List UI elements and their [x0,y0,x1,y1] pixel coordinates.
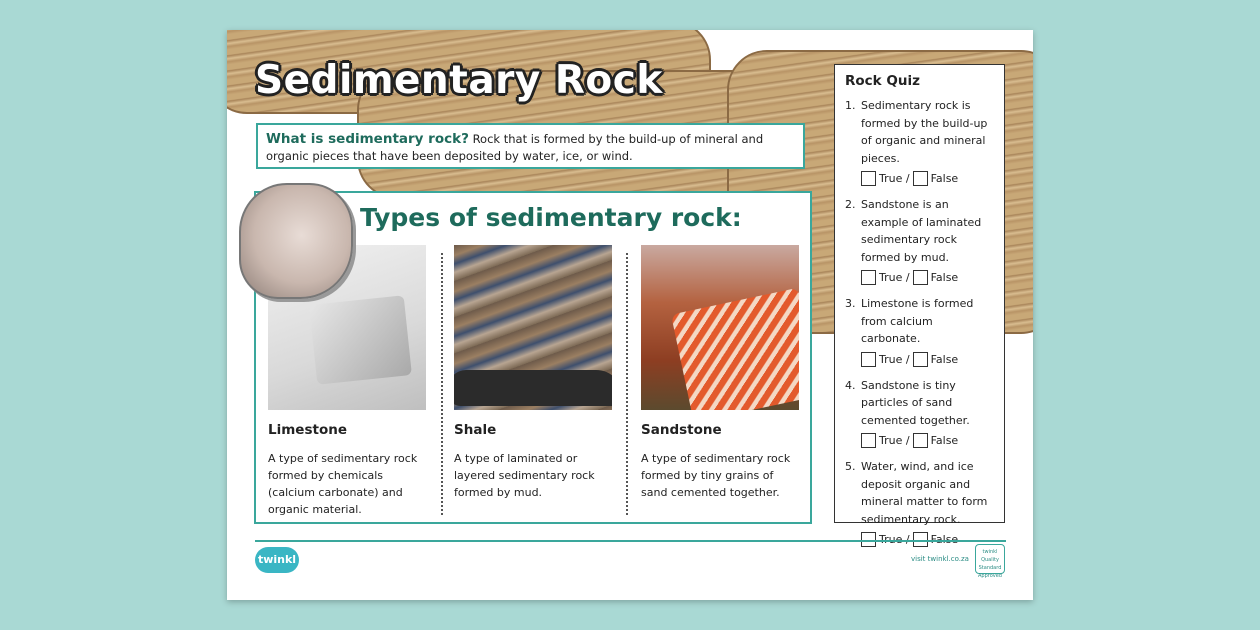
quiz-question-2 [845,196,994,285]
quiz-question-5 [845,458,994,547]
false-label: False [930,271,959,284]
sandstone-slab [671,288,799,410]
rock-name: Shale [454,422,497,438]
intro-answer: Rock that is formed by the build-up of mineral and organic pieces that have been deposited by water, ice, or wind. [266,132,764,163]
intro-question: What is sedimentary rock? [266,131,469,147]
quiz-text: Sandstone is an example of laminated sedimentary rock formed by mud. [861,198,982,264]
visit-link[interactable]: visit twinkl.co.za [911,555,969,563]
rock-description: A type of laminated or layered sedimentary rock formed by mud. [454,452,595,499]
false-label: False [930,533,959,546]
true-label: True / [879,434,910,447]
footer-divider [255,540,1006,542]
rock-description: A type of sedimentary rock formed by chemicals (calcium carbonate) and organic material. [268,452,418,516]
false-label: False [930,352,959,366]
rock-card-shale [454,245,614,501]
false-checkbox[interactable] [913,352,928,367]
false-label: False [930,434,959,447]
false-checkbox[interactable] [913,433,928,448]
quiz-number: 5. [845,460,856,473]
rock-description: A type of sedimentary rock formed by tiny grains of sand cemented together. [641,452,791,499]
quiz-question-1 [845,97,994,186]
rock-card-sandstone [641,245,801,501]
limestone-block [309,295,412,384]
quiz-heading: Rock Quiz [845,73,920,89]
quiz-number: 3. [845,297,856,310]
true-label: True / [879,172,910,185]
false-checkbox[interactable] [913,270,928,285]
false-checkbox[interactable] [913,171,928,186]
quiz-text: Limestone is formed from calcium carbonate. [861,297,974,345]
speckled-rock-image [239,183,353,299]
true-checkbox[interactable] [861,352,876,367]
types-heading: Types of sedimentary rock: [360,203,742,232]
true-checkbox[interactable] [861,270,876,285]
quiz-question-4 [845,377,994,449]
true-checkbox[interactable] [861,171,876,186]
rock-name: Limestone [268,422,347,438]
false-label: False [930,172,959,185]
shale-image [454,245,612,410]
worksheet [227,30,1033,600]
true-label: True / [879,271,910,284]
quiz-text: Sedimentary rock is formed by the build-up of organic and mineral pieces. [861,99,988,165]
shale-slab [454,370,612,406]
quiz-number: 2. [845,198,856,211]
rock-quiz [834,64,1005,546]
column-divider [441,253,443,515]
true-label: True / [879,352,910,366]
quiz-number: 4. [845,378,856,392]
quiz-text: Sandstone is tiny particles of sand cemented together. [861,378,970,427]
sandstone-image [641,245,799,410]
quality-badge: twinkl Quality Standard Approved [975,544,1005,574]
rock-name: Sandstone [641,422,722,438]
true-label: True / [879,533,910,546]
true-checkbox[interactable] [861,433,876,448]
quiz-question-3 [845,295,994,367]
page-title: Sedimentary Rock [255,58,663,103]
twinkl-logo: twinkl [255,547,299,573]
quiz-number: 1. [845,99,856,112]
intro-box [256,123,805,169]
column-divider [626,253,628,515]
quiz-text: Water, wind, and ice deposit organic and mineral matter to form sedimentary rock. [861,460,988,526]
